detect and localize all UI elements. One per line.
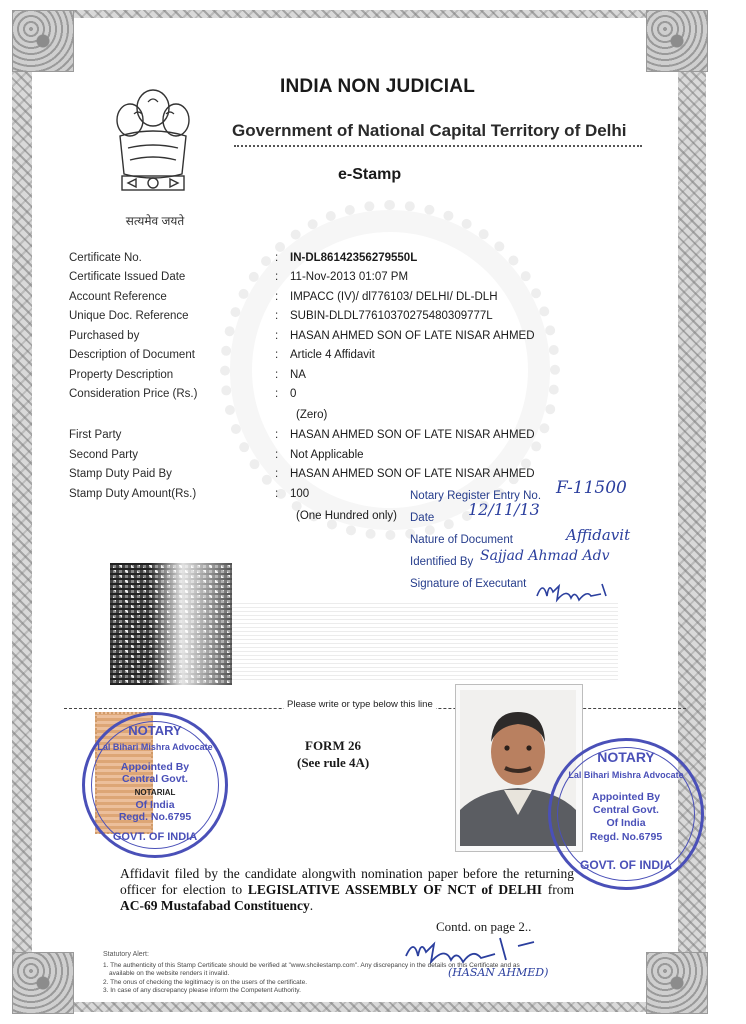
field-label: Second Party [69, 449, 139, 461]
identified-by-signature: Sajjad Ahmad Adv [480, 548, 610, 564]
affidavit-text-from: from [541, 882, 574, 897]
page-title: INDIA NON JUDICIAL [280, 76, 476, 97]
ornamental-border-left [12, 10, 32, 1010]
write-below-instruction: Please write or type below this line [284, 699, 436, 710]
field-label: Certificate Issued Date [69, 271, 186, 283]
continued-note: Contd. on page 2.. [436, 919, 532, 934]
affidavit-text: Affidavit filed by the candidate alongwith nomination paper before the returning officer for election to [120, 866, 574, 897]
field-separator: : [275, 330, 279, 342]
assembly-name: LEGISLATIVE ASSEMBLY OF NCT of DELHI [247, 882, 542, 897]
issuing-authority: Government of National Capital Territory of Delhi [232, 121, 627, 140]
title-divider [234, 145, 642, 147]
field-separator: : [275, 369, 279, 381]
notary-seal-name: Lal Bihari Mishra Advocate [568, 770, 684, 780]
notary-register-label: Notary Register Entry No. [410, 490, 542, 502]
watermark-seal [220, 200, 560, 540]
notary-seal-line3: Of India [135, 799, 175, 811]
field-label: Certificate No. [69, 252, 142, 264]
nature-of-document-label: Nature of Document [410, 534, 513, 546]
field-separator: : [275, 429, 279, 441]
corner-ornament-icon [646, 952, 708, 1014]
field-label: Property Description [69, 369, 174, 381]
statutory-alert-heading: Statutory Alert: [103, 951, 149, 958]
nature-of-document-value: Affidavit [566, 526, 631, 544]
field-separator: : [275, 252, 279, 264]
notary-seal-regd: Regd. No.6795 [589, 831, 663, 843]
affidavit-paragraph [120, 866, 574, 914]
corner-ornament-icon [12, 952, 74, 1014]
field-value-consideration-price: 0 [290, 388, 297, 400]
field-label: Stamp Duty Paid By [69, 468, 172, 480]
field-value-stamp-duty-paid-by: HASAN AHMED SON OF LATE NISAR AHMED [290, 468, 535, 480]
notary-seal-top-text: NOTARY [128, 723, 182, 738]
executant-signature-label: Signature of Executant [410, 578, 527, 590]
field-value-purchased-by: HASAN AHMED SON OF LATE NISAR AHMED [290, 330, 535, 342]
field-value-account-reference: IMPACC (IV)/ dl776103/ DELHI/ DL-DLH [290, 291, 498, 303]
statutory-alert-line1: 1. The authenticity of this Stamp Certificate should be verified at "www.shcilestamp.com". Any discrepancy in the details on this Certificate and as [103, 962, 520, 969]
field-separator: : [275, 310, 279, 322]
field-label: First Party [69, 429, 122, 441]
field-separator: : [275, 271, 279, 283]
notary-seal-bottom-text: GOVT. OF INDIA [112, 831, 198, 843]
notary-seal-bottom-text: GOVT. OF INDIA [579, 858, 672, 872]
field-label: Consideration Price (Rs.) [69, 388, 198, 400]
deponent-signature-icon [400, 932, 550, 966]
field-label: Unique Doc. Reference [69, 310, 189, 322]
notary-seal-name: Lal Bihari Mishra Advocate [97, 742, 213, 752]
field-value-stamp-duty-amount: 100 [290, 488, 310, 500]
notary-seal-line2: Central Govt. [593, 804, 659, 816]
field-value-unique-doc-reference: SUBIN-DLDL77610370275480309777L [290, 310, 493, 322]
field-value-first-party: HASAN AHMED SON OF LATE NISAR AHMED [290, 429, 535, 441]
field-label: Purchased by [69, 330, 140, 342]
notary-seal-small-label: NOTARIAL [134, 788, 176, 797]
amount-in-words: (One Hundred only) [296, 510, 397, 522]
notary-seal-regd: Regd. No.6795 [118, 811, 192, 823]
qr-code-fade [150, 563, 232, 685]
notary-seal-line2: Central Govt. [122, 773, 188, 785]
stamp-type: e-Stamp [338, 166, 402, 183]
notary-seal-line1: Appointed By [120, 761, 190, 773]
statutory-alert-line3: 3. In case of any discrepancy please inform the Competent Authority. [103, 987, 301, 994]
form-title: FORM 26 [305, 738, 361, 753]
notary-date-value: 12/11/13 [468, 500, 540, 519]
notary-seal-top-text: NOTARY [597, 749, 655, 765]
statutory-alert-line1b: available on the website renders it invalid. [109, 970, 230, 977]
field-value-second-party: Not Applicable [290, 449, 364, 461]
affidavit-period: . [309, 898, 314, 913]
notary-register-value: F-11500 [556, 478, 627, 498]
microtext-security-band [232, 600, 618, 680]
statutory-alert-line2: 2. The onus of checking the legitimacy is on the users of the certificate. [103, 979, 308, 986]
field-value-document-description: Article 4 Affidavit [290, 349, 375, 361]
ashoka-emblem-icon [108, 78, 198, 228]
form-rule-reference: (See rule 4A) [297, 755, 370, 770]
field-separator: : [275, 488, 279, 500]
constituency-name: AC-69 Mustafabad Constituency [120, 898, 310, 913]
deponent-name: (HASAN AHMED) [448, 966, 549, 979]
notary-seal-line3: Of India [606, 817, 646, 829]
field-label: Account Reference [69, 291, 167, 303]
field-value-certificate-no: IN-DL86142356279550L [290, 252, 418, 264]
field-separator: : [275, 291, 279, 303]
consideration-in-words: (Zero) [296, 409, 328, 421]
corner-ornament-icon [12, 10, 74, 72]
ornamental-border-bottom [12, 1002, 706, 1012]
field-separator: : [275, 349, 279, 361]
notary-seal-left [82, 712, 228, 858]
field-value-property-description: NA [290, 369, 306, 381]
identified-by-label: Identified By [410, 556, 474, 568]
field-value-issued-date: 11-Nov-2013 01:07 PM [290, 271, 409, 283]
emblem-motto: सत्यमेव जयते [125, 214, 185, 228]
field-separator: : [275, 449, 279, 461]
field-separator: : [275, 468, 279, 480]
corner-ornament-icon [646, 10, 708, 72]
notary-seal-line1: Appointed By [591, 791, 661, 803]
notary-date-label: Date [410, 512, 435, 524]
ornamental-border-top [12, 10, 706, 18]
field-label: Stamp Duty Amount(Rs.) [69, 488, 197, 500]
field-separator: : [275, 388, 279, 400]
field-label: Description of Document [69, 349, 195, 361]
